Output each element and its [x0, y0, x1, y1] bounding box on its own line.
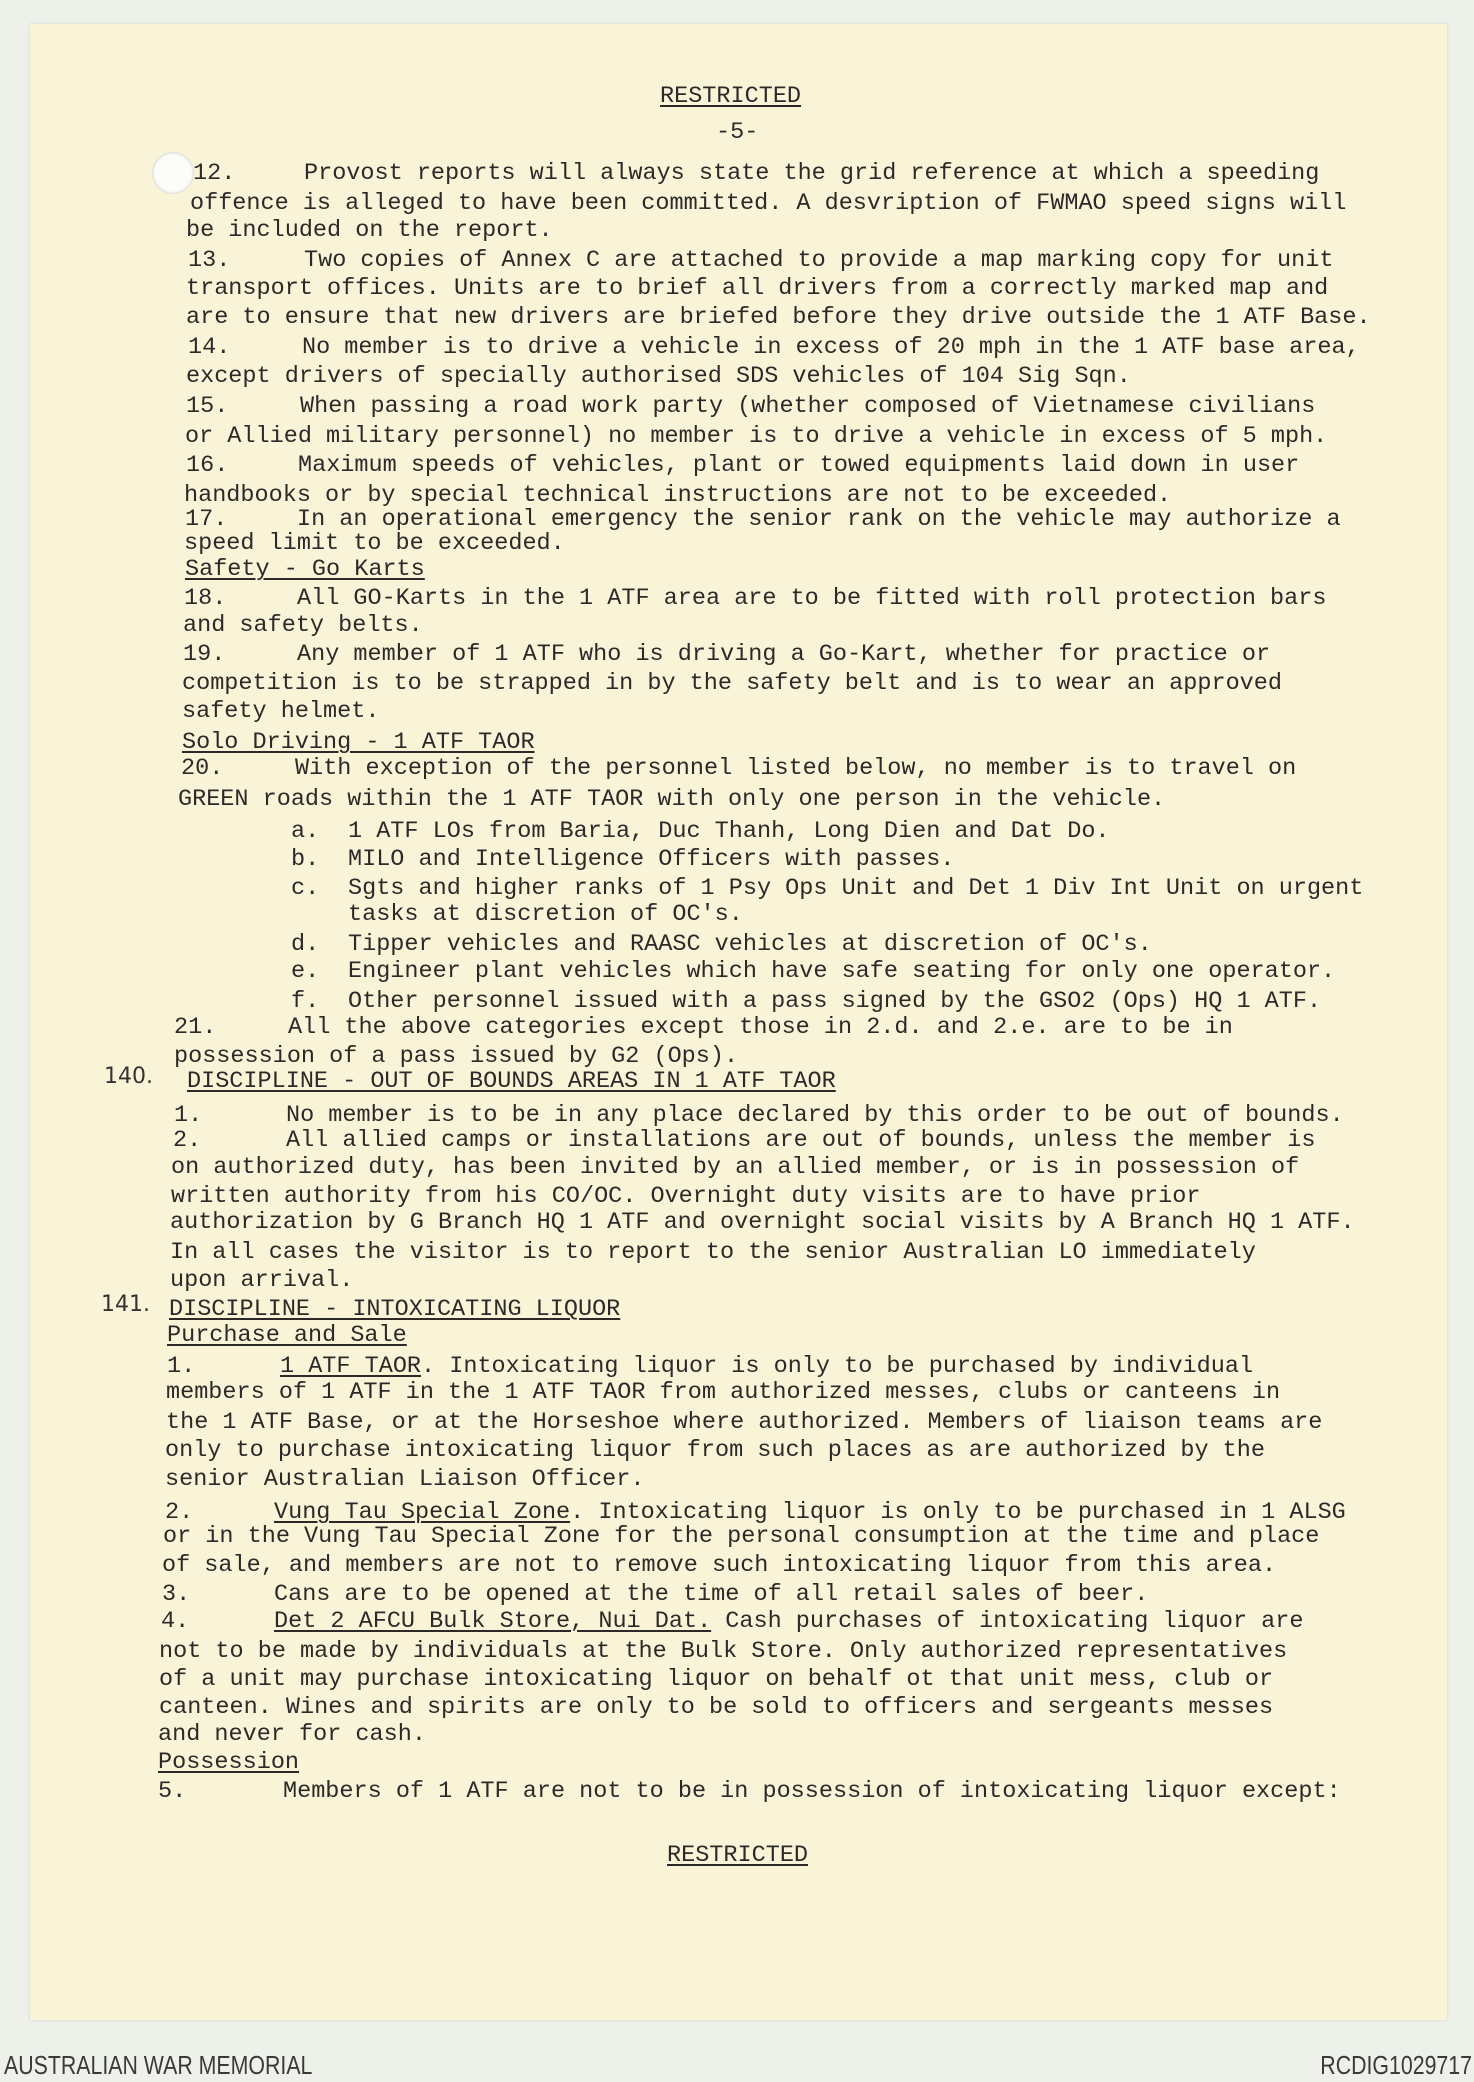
list-item — [291, 958, 1335, 986]
para-number: 2. — [173, 1127, 202, 1154]
para-number: 2. — [165, 1499, 194, 1526]
para-number: 19. — [183, 641, 226, 668]
item-text: Other personnel issued with a pass signed by the GSO2 (Ops) HQ 1 ATF. — [348, 988, 1322, 1015]
line: except drivers of specially authorised SDS vehicles of 104 Sig Sqn. — [186, 363, 1131, 390]
line: or in the Vung Tau Special Zone for the personal consumption at the time and place — [163, 1523, 1320, 1550]
para-141-1 — [167, 1353, 1253, 1381]
para-number: 20. — [181, 755, 224, 782]
line: possession of a pass issued by G2 (Ops). — [174, 1043, 739, 1070]
line: written authority from his CO/OC. Overnight duty visits are to have prior — [171, 1183, 1201, 1210]
line: or Allied military personnel) no member is to drive a vehicle in excess of 5 mph. — [185, 423, 1328, 450]
para-number: 1. — [167, 1353, 196, 1380]
line: be included on the report. — [186, 217, 553, 244]
line: speed limit to be exceeded. — [184, 530, 565, 557]
line: In an operational emergency the senior rank on the vehicle may authorize a — [297, 506, 1341, 533]
para-number: 17. — [185, 506, 228, 533]
para-18 — [184, 585, 1326, 613]
para-heading: Vung Tau Special Zone — [274, 1499, 571, 1526]
item-text: MILO and Intelligence Officers with passes. — [348, 846, 955, 873]
line: only to purchase intoxicating liquor from such places as are authorized by the — [165, 1437, 1265, 1464]
line: . Intoxicating liquor is only to be purchased by individual — [421, 1353, 1254, 1380]
section-title-141: DISCIPLINE - INTOXICATING LIQUOR — [169, 1296, 621, 1323]
line: All the above categories except those in 2.d. and 2.e. are to be in — [288, 1014, 1233, 1041]
line: In all cases the visitor is to report to the senior Australian LO immediately — [170, 1239, 1256, 1266]
line: handbooks or by special technical instructions are not to be exceeded. — [184, 482, 1172, 509]
para-heading: 1 ATF TAOR — [280, 1353, 422, 1380]
para-number: 3. — [162, 1581, 191, 1608]
line: senior Australian Liaison Officer. — [165, 1466, 645, 1493]
line: are to ensure that new drivers are briefed before they drive outside the 1 ATF Base. — [186, 304, 1371, 331]
item-letter: c. — [291, 875, 320, 902]
line: on authorized duty, has been invited by an allied member, or is in possession of — [171, 1154, 1300, 1181]
para-141-3 — [162, 1581, 1148, 1609]
line: Cans are to be opened at the time of all retail sales of beer. — [274, 1581, 1149, 1608]
section-number-140: 140. — [104, 1064, 153, 1089]
section-title-140: DISCIPLINE - OUT OF BOUNDS AREAS IN 1 ATF TAOR — [187, 1068, 836, 1095]
line: canteen. Wines and spirits are only to be sold to officers and sergeants messes — [159, 1694, 1274, 1721]
para-number: 4. — [161, 1608, 190, 1635]
line: When passing a road work party (whether composed of Vietnamese civilians — [300, 393, 1316, 420]
subheading-purchase-and-sale: Purchase and Sale — [167, 1322, 407, 1349]
para-141-5 — [158, 1778, 1341, 1806]
line: With exception of the personnel listed below, no member is to travel on — [295, 755, 1297, 782]
para-number: 14. — [188, 334, 231, 361]
header-classification: RESTRICTED — [660, 83, 802, 110]
line: transport offices. Units are to brief all drivers from a correctly marked map and — [186, 275, 1329, 302]
item-text: tasks at discretion of OC's. — [348, 901, 743, 928]
item-text: 1 ATF LOs from Baria, Duc Thanh, Long Dien and Dat Do. — [348, 818, 1110, 845]
item-letter: b. — [291, 846, 320, 873]
para-19 — [183, 641, 1270, 669]
para-16 — [186, 452, 1299, 480]
para-140-1 — [174, 1102, 1344, 1130]
item-letter: f. — [291, 988, 320, 1015]
footer-classification: RESTRICTED — [667, 1842, 809, 1869]
line: Maximum speeds of vehicles, plant or towed equipments laid down in user — [298, 452, 1300, 479]
para-number: 16. — [186, 452, 229, 479]
para-number: 13. — [188, 247, 231, 274]
line: Two copies of Annex C are attached to provide a map marking copy for unit — [304, 247, 1334, 274]
para-number: 15. — [186, 393, 229, 420]
line: members of 1 ATF in the 1 ATF TAOR from authorized messes, clubs or canteens in — [166, 1379, 1281, 1406]
line: the 1 ATF Base, or at the Horseshoe where authorized. Members of liaison teams are — [166, 1409, 1323, 1436]
para-number: 5. — [158, 1778, 187, 1805]
para-20 — [181, 755, 1296, 783]
line: of a unit may purchase intoxicating liquor on behalf ot that unit mess, club or — [159, 1666, 1274, 1693]
page-number: -5- — [716, 119, 759, 146]
line: No member is to be in any place declared by this order to be out of bounds. — [286, 1102, 1344, 1129]
para-number: 12. — [193, 160, 236, 187]
line: All allied camps or installations are out of bounds, unless the member is — [286, 1127, 1316, 1154]
line: of sale, and members are not to remove such intoxicating liquor from this area. — [162, 1552, 1277, 1579]
line: and never for cash. — [158, 1721, 426, 1748]
para-15 — [186, 393, 1315, 421]
para-140-2 — [173, 1127, 1315, 1155]
section-number-141: 141. — [101, 1292, 150, 1317]
punch-hole — [152, 152, 194, 194]
line: and safety belts. — [183, 612, 423, 639]
archive-reference: RCDIG1029717 — [1320, 2050, 1472, 2080]
para-number: 18. — [184, 585, 227, 612]
heading-solo-driving: Solo Driving - 1 ATF TAOR — [182, 729, 535, 756]
line: upon arrival. — [170, 1267, 354, 1294]
line: GREEN roads within the 1 ATF TAOR with only one person in the vehicle. — [178, 786, 1166, 813]
line: authorization by G Branch HQ 1 ATF and overnight social visits by A Branch HQ 1 ATF. — [170, 1209, 1355, 1236]
item-text: Sgts and higher ranks of 1 Psy Ops Unit and Det 1 Div Int Unit on urgent — [348, 875, 1364, 902]
line: Cash purchases of intoxicating liquor are — [711, 1608, 1304, 1635]
item-letter: e. — [291, 958, 320, 985]
list-item — [291, 846, 954, 874]
para-141-4 — [161, 1608, 1303, 1636]
line: Provost reports will always state the grid reference at which a speeding — [304, 160, 1320, 187]
para-12 — [193, 160, 1319, 188]
line: safety helmet. — [182, 698, 380, 725]
line: not to be made by individuals at the Bulk Store. Only authorized representatives — [159, 1638, 1288, 1665]
list-item — [291, 818, 1110, 846]
line: Members of 1 ATF are not to be in possession of intoxicating liquor except: — [283, 1778, 1341, 1805]
list-item — [291, 875, 1363, 903]
para-14 — [188, 334, 1360, 362]
para-heading: Det 2 AFCU Bulk Store, Nui Dat. — [274, 1608, 712, 1635]
item-letter: d. — [291, 931, 320, 958]
para-number: 1. — [174, 1102, 203, 1129]
line: All GO-Karts in the 1 ATF area are to be fitted with roll protection bars — [297, 585, 1327, 612]
para-21 — [174, 1014, 1233, 1042]
heading-safety-go-karts: Safety - Go Karts — [185, 556, 425, 583]
line: offence is alleged to have been committed. A desvription of FWMAO speed signs will — [190, 190, 1347, 217]
line: No member is to drive a vehicle in excess of 20 mph in the 1 ATF base area, — [302, 334, 1360, 361]
item-text: Tipper vehicles and RAASC vehicles at discretion of OC's. — [348, 931, 1152, 958]
line: competition is to be strapped in by the safety belt and is to wear an approved — [182, 670, 1282, 697]
line: . Intoxicating liquor is only to be purchased in 1 ALSG — [570, 1499, 1346, 1526]
archive-name: AUSTRALIAN WAR MEMORIAL — [4, 2050, 313, 2080]
para-number: 21. — [174, 1014, 217, 1041]
para-13 — [188, 247, 1333, 275]
line: Any member of 1 ATF who is driving a Go-Kart, whether for practice or — [297, 641, 1271, 668]
list-item — [291, 931, 1152, 959]
subheading-possession: Possession — [158, 1749, 300, 1776]
item-letter: a. — [291, 818, 320, 845]
list-item — [291, 988, 1321, 1016]
item-text: Engineer plant vehicles which have safe seating for only one operator. — [348, 958, 1336, 985]
